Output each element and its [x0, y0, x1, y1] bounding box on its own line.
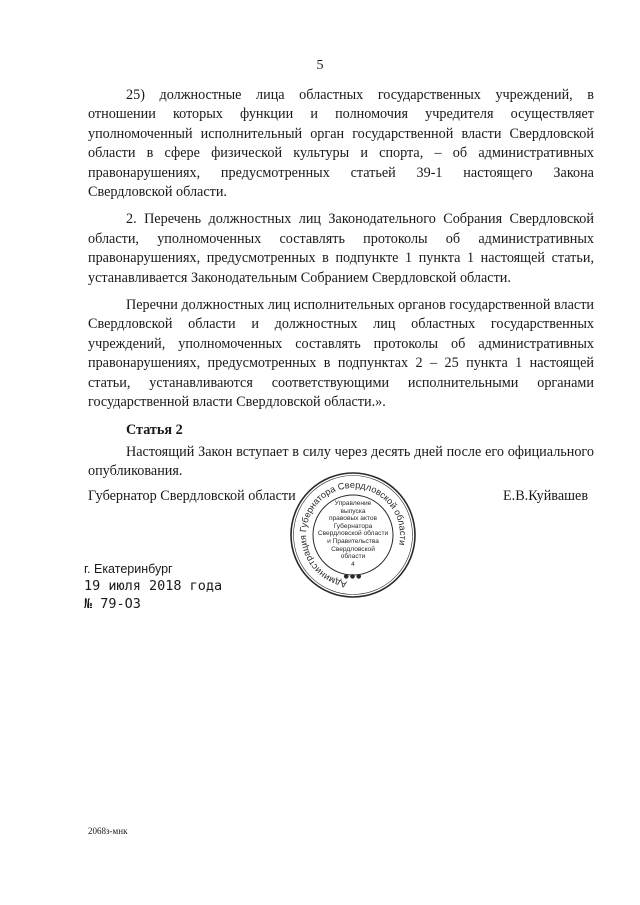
seal-center-line: и Правительства: [327, 537, 379, 545]
paragraph-item-25: 25) должностные лица областных государственных учреждений, в отношении которых функции и полномочия учредителя осуществляет уполномоченный исполнительный орган государственной власти Свердловской области в сфере физической культуры и спорта, – об административных правонарушениях, предусмотренных статьей 39-1 настоящего Закона Свердловской области.: [88, 87, 594, 201]
official-seal-stamp: [288, 470, 418, 600]
seal-center-line: области: [340, 553, 366, 561]
seal-center-line: правовых актов: [328, 515, 378, 523]
seal-center-line: Свердловской области: [317, 530, 389, 538]
seal-center-line: Губернатора: [333, 522, 373, 530]
law-number: № 79-ОЗ: [84, 596, 141, 612]
seal-dots-decoration: ●●●: [343, 573, 363, 580]
article-text: Настоящий Закон вступает в силу через десять дней после его официального опубликования.: [88, 443, 594, 480]
law-body-text: [88, 86, 594, 490]
article-heading: Статья 2: [126, 421, 183, 438]
signer-title: Губернатор Свердловской области: [88, 488, 296, 504]
seal-center-line: Управление: [334, 500, 372, 507]
signer-name: Е.В.Куйвашев: [503, 488, 589, 504]
seal-ring-text: Администрация Губернатора Свердловской области: [297, 479, 409, 590]
seal-center-line: 4: [351, 560, 355, 568]
paragraph-section-2: 2. Перечень должностных лиц Законодательного Собрания Свердловской области, уполномоченных составлять протоколы об административных правонарушениях, предусмотренных в подпункте 1 пункта 1 настоящей статьи, устанавливается Законодательным Собранием Свердловской области.: [88, 211, 594, 286]
page-number: 5: [316, 58, 324, 73]
seal-center-line: выпуска: [340, 507, 366, 515]
seal-center-text: [316, 500, 390, 568]
signing-date: 19 июля 2018 года: [84, 578, 223, 594]
seal-center-line: Свердловской: [331, 545, 375, 553]
footer-document-code: 2068з-мнк: [88, 826, 128, 836]
signing-place: г. Екатеринбург: [84, 562, 173, 576]
paragraph-executive-lists: Перечни должностных лиц исполнительных органов государственной власти Свердловской области и должностных лиц областных государственных учреждений, уполномоченных составлять протоколы об административных правонарушениях, предусмотренных в подпунктах 2 – 25 пункта 1 настоящей статьи, устанавливаются соответствующими исполнительными органами государственной власти Свердловской области.».: [88, 297, 594, 411]
